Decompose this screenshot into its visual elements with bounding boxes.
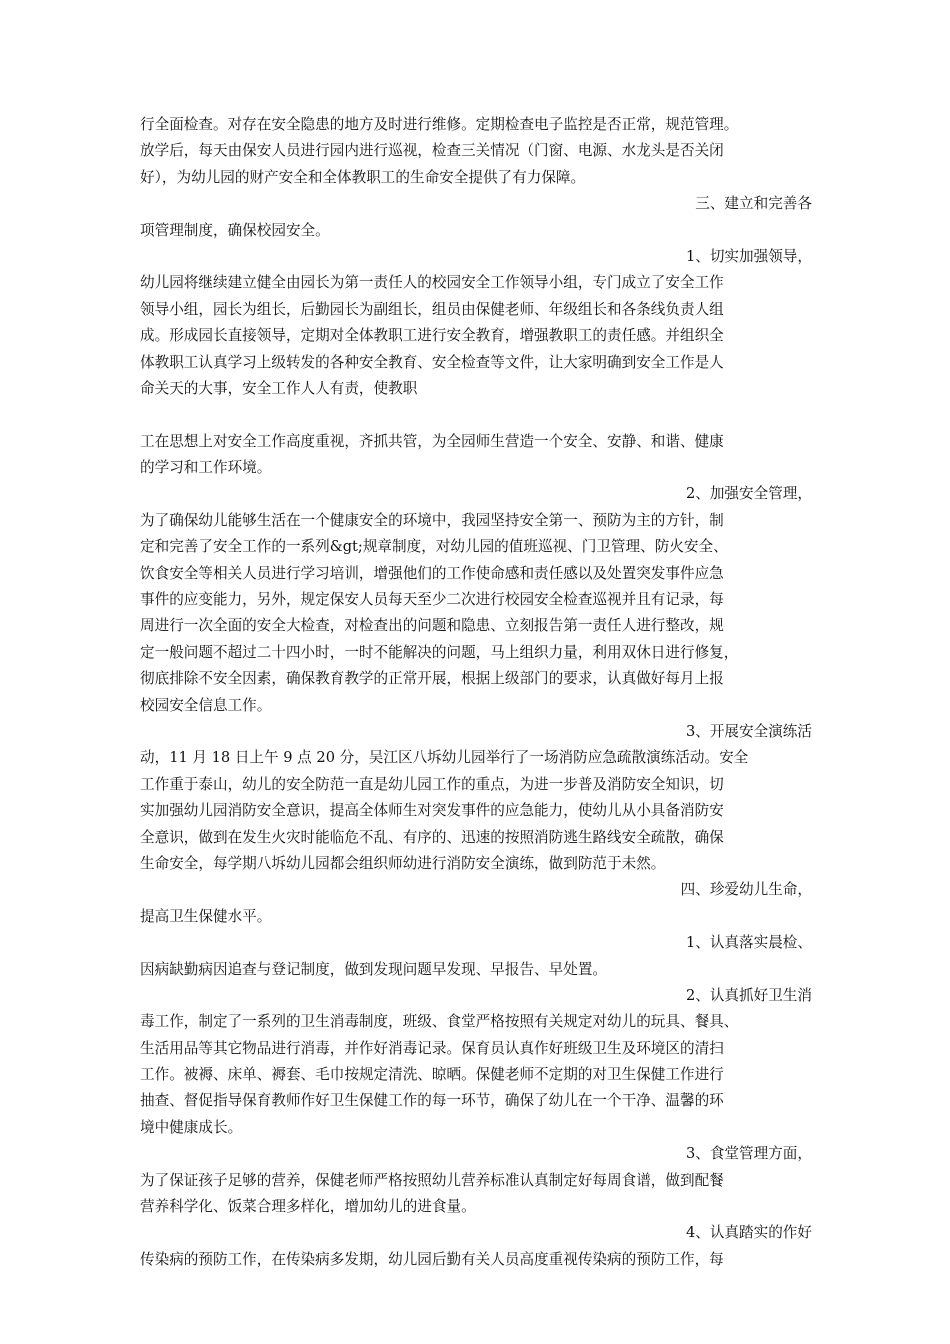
- text-line: 抽查、督促指导保育教师作好卫生保健工作的每一环节，确保了幼儿在一个干净、温馨的环: [140, 1092, 724, 1110]
- section-heading-line: 3、开展安全演练活: [685, 722, 812, 740]
- text-line: 工作。被褥、床单、褥套、毛巾按规定清洗、晾晒。保健老师不定期的对卫生保健工作进行: [140, 1066, 724, 1084]
- text-line: 实加强幼儿园消防安全意识，提高全体师生对突发事件的应急能力，使幼儿从小具备消防安: [140, 802, 724, 820]
- text-line: 传染病的预防工作，在传染病多发期，幼儿园后勤有关人员高度重视传染病的预防工作，每: [140, 1250, 724, 1268]
- text-line: 领导小组，园长为组长，后勤园长为副组长，组员由保健老师、年级组长和各条线负责人组: [140, 300, 724, 318]
- section-heading-line: 2、加强安全管理，: [685, 485, 812, 503]
- text-line: 全意识，做到在发生火灾时能临危不乱、有序的、迅速的按照消防逃生路线安全疏散，确保: [140, 828, 724, 846]
- text-line: 境中健康成长。: [140, 1118, 243, 1136]
- text-line: 定一般问题不超过二十四小时，一时不能解决的问题，马上组织力量，利用双休日进行修复，: [140, 643, 739, 661]
- text-line: 校园安全信息工作。: [140, 696, 272, 714]
- paragraph-gap: [140, 402, 812, 428]
- text-line: 体教职工认真学习上级转发的各种安全教育、安全检查等文件，让大家明确到安全工作是人: [140, 353, 724, 371]
- text-line: 周进行一次全面的安全大检查，对检查出的问题和隐患、立刻报告第一责任人进行整改，规: [140, 617, 724, 635]
- section-heading-line: 四、珍爱幼儿生命，: [680, 881, 812, 899]
- text-line: 的学习和工作环境。: [140, 459, 272, 477]
- section-heading-line: 3、食堂管理方面，: [685, 1145, 812, 1163]
- text-line: 工作重于泰山，幼儿的安全防范一直是幼儿园工作的重点，为进一步普及消防安全知识，切: [140, 775, 724, 793]
- text-line: 为了确保幼儿能够生活在一个健康安全的环境中，我园坚持安全第一、预防为主的方针，制: [140, 511, 724, 529]
- text-line: 毒工作，制定了一系列的卫生消毒制度，班级、食堂严格按照有关规定对幼儿的玩具、餐具、: [140, 1013, 739, 1031]
- text-line: 工在思想上对安全工作高度重视，齐抓共管，为全园师生营造一个安全、安静、和谐、健康: [140, 432, 724, 450]
- text-line: 定和完善了安全工作的一系列&gt;规章制度，对幼儿园的值班巡视、门卫管理、防火安全、: [140, 538, 728, 556]
- text-line: 饮食安全等相关人员进行学习培训，增强他们的工作使命感和责任感以及处置突发事件应急: [140, 564, 724, 582]
- text-line: 为了保证孩子足够的营养，保健老师严格按照幼儿营养标准认真制定好每周食谱，做到配餐: [140, 1171, 724, 1189]
- text-line: 提高卫生保健水平。: [140, 907, 272, 925]
- text-line: 好），为幼儿园的财产安全和全体教职工的生命安全提供了有力保障。: [140, 168, 586, 186]
- text-line: 幼儿园将继续建立健全由园长为第一责任人的校园安全工作领导小组，专门成立了安全工作: [140, 274, 724, 292]
- section-heading-line: 1、认真落实晨检、: [685, 934, 812, 952]
- text-line: 命关天的大事，安全工作人人有责，使教职: [140, 379, 418, 397]
- text-line: 因病缺勤病因追查与登记制度，做到发现问题早发现、早报告、早处置。: [140, 960, 608, 978]
- text-line: 动，11 月 18 日上午 9 点 20 分，吴江区八坼幼儿园举行了一场消防应急疏散演练活动。安全: [140, 749, 749, 767]
- text-line: 成。形成园长直接领导，定期对全体教职工进行安全教育，增强教职工的责任感。并组织全: [140, 327, 724, 345]
- document-page: [140, 112, 812, 1273]
- section-heading-line: 2、认真抓好卫生消: [685, 986, 812, 1004]
- text-line: 生活用品等其它物品进行消毒，并作好消毒记录。保育员认真作好班级卫生及环境区的清扫: [140, 1039, 724, 1057]
- text-line: 营养科学化、饭菜合理多样化，增加幼儿的进食量。: [140, 1198, 476, 1216]
- text-line: 生命安全，每学期八坼幼儿园都会组织师幼进行消防安全演练，做到防范于未然。: [140, 854, 666, 872]
- section-heading-line: 4、认真踏实的作好: [685, 1224, 812, 1242]
- text-line: 彻底排除不安全因素，确保教育教学的正常开展，根据上级部门的要求，认真做好每月上报: [140, 670, 724, 688]
- text-line: 放学后，每天由保安人员进行园内进行巡视，检查三关情况（门窗、电源、水龙头是否关闭: [140, 142, 724, 160]
- text-line: 事件的应变能力，另外，规定保安人员每天至少二次进行校园安全检查巡视并且有记录，每: [140, 591, 724, 609]
- section-heading-line: 1、切实加强领导，: [685, 247, 812, 265]
- text-line: 行全面检查。对存在安全隐患的地方及时进行维修。定期检查电子监控是否正常，规范管理。: [140, 116, 739, 133]
- text-line: 项管理制度，确保校园安全。: [140, 221, 330, 239]
- section-heading-line: 三、建立和完善各: [695, 195, 812, 213]
